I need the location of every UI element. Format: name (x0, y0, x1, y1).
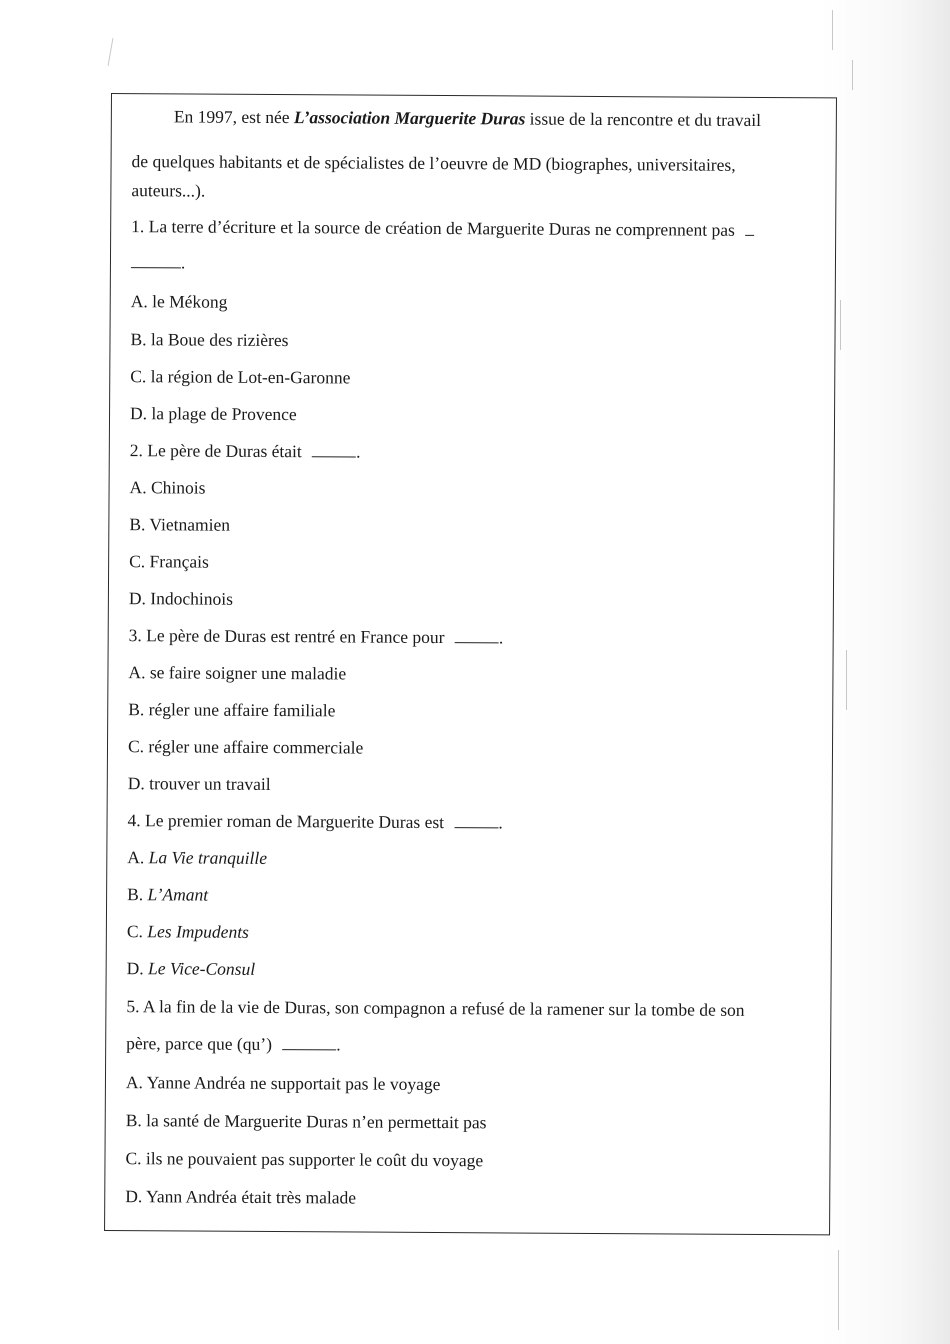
option-letter: B. (127, 884, 148, 905)
question-4-prompt (128, 812, 503, 832)
prompt-period: . (356, 441, 361, 462)
scan-speck (840, 300, 841, 350)
question-2-option-a: A. Chinois (129, 477, 206, 498)
question-2-option-c: C. Français (129, 551, 209, 572)
question-5-text: père, parce que (qu’) (126, 1033, 273, 1055)
question-3-prompt (129, 627, 504, 647)
question-4-option-c (127, 923, 249, 941)
question-5-option-b: B. la santé de Marguerite Duras n’en permettait pas (125, 1110, 487, 1133)
question-2-text: 2. Le père de Duras était (129, 440, 302, 462)
question-3-option-b: B. régler une affaire familiale (128, 699, 336, 721)
question-4-text: 4. Le premier roman de Marguerite Duras est (127, 810, 445, 833)
question-3-option-c: C. régler une affaire commerciale (127, 736, 364, 758)
intro-line-2: de quelques habitants et de spécialistes de l’oeuvre de MD (biographes, universitaires, (131, 151, 736, 175)
question-1-text: 1. La terre d’écriture et la source de création de Marguerite Duras ne comprennent pas (131, 216, 735, 240)
question-box (104, 93, 837, 1235)
question-1-prompt-line-2 (131, 254, 185, 272)
question-5-option-d: D. Yann Andréa était très malade (125, 1186, 357, 1208)
question-2-prompt (130, 442, 361, 461)
question-5-prompt: 5. A la fin de la vie de Duras, son compagnon a refusé de la ramener sur la tombe de son (126, 996, 745, 1020)
intro-line-3: auteurs...). (131, 180, 206, 201)
novel-title: L’Amant (147, 884, 209, 905)
question-3-text: 3. Le père de Duras est rentré en France pour (128, 625, 445, 648)
question-1-option-b: B. la Boue des rizières (130, 329, 289, 351)
option-letter: C. (126, 921, 148, 942)
question-1-option-c: C. la région de Lot-en-Garonne (130, 366, 351, 388)
scan-shadow-edge (820, 0, 950, 1344)
question-3-option-a: A. se faire soigner une maladie (128, 662, 347, 684)
question-3-option-d: D. trouver un travail (127, 773, 271, 794)
novel-title: Le Vice-Consul (147, 958, 256, 979)
prompt-period: . (180, 252, 186, 273)
answer-blank (312, 455, 356, 457)
question-2-option-b: B. Vietnamien (129, 514, 231, 535)
question-4-option-d (127, 960, 256, 978)
prompt-period: . (336, 1034, 341, 1055)
question-4-option-a (127, 849, 267, 867)
intro-text: En 1997, est née (173, 106, 294, 128)
question-1-prompt (131, 218, 754, 239)
question-5-prompt-line-2 (126, 1035, 341, 1054)
prompt-period: . (498, 627, 504, 648)
answer-blank (454, 826, 498, 828)
intro-line-1 (174, 108, 761, 129)
answer-blank (745, 234, 754, 236)
option-letter: A. (127, 847, 149, 868)
question-1-option-a: A. le Mékong (130, 291, 228, 312)
question-box-content (112, 94, 836, 1208)
scan-speck (852, 60, 853, 90)
answer-blank (282, 1048, 336, 1050)
answer-blank (131, 266, 181, 268)
question-4-option-b (127, 886, 208, 904)
question-5-option-c: C. ils ne pouvaient pas supporter le coût du voyage (125, 1148, 484, 1171)
intro-text-continued: issue de la rencontre et du travail (525, 108, 762, 130)
prompt-period: . (498, 812, 503, 833)
scan-speck (846, 650, 847, 710)
answer-blank (455, 641, 499, 643)
association-title: L’association Marguerite Duras (293, 107, 526, 129)
scan-speck (838, 1250, 839, 1330)
scan-speck (832, 10, 833, 50)
novel-title: La Vie tranquille (148, 847, 268, 868)
pencil-mark (108, 38, 114, 66)
option-letter: D. (126, 958, 149, 979)
novel-title: Les Impudents (147, 921, 249, 942)
question-2-option-d: D. Indochinois (128, 588, 234, 609)
question-1-option-d: D. la plage de Provence (129, 403, 297, 425)
question-5-option-a: A. Yanne Andréa ne supportait pas le voyage (125, 1072, 441, 1095)
